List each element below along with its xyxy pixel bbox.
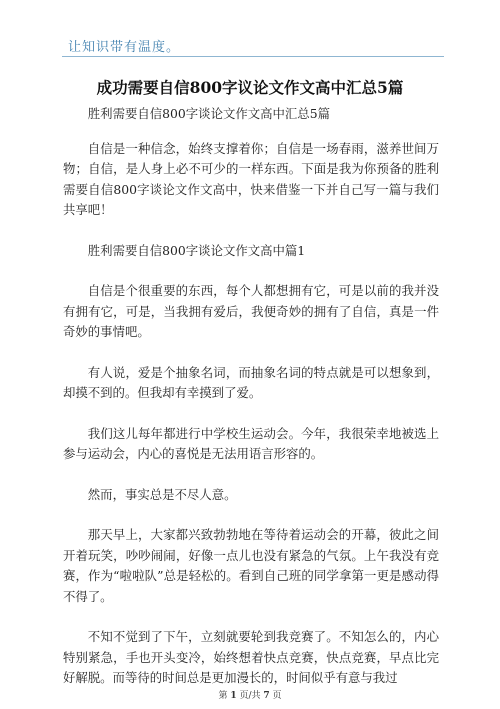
header-slogan: 让知识带有温度。 [68, 40, 181, 55]
page-footer [0, 688, 500, 701]
footer-middle: 页/共 [239, 691, 261, 701]
header-divider [62, 56, 444, 57]
page-total: 7 [263, 691, 270, 701]
document-body [63, 104, 439, 709]
body-paragraph-3: 我们这儿每年都进行中学校生运动会。今年，我很荣幸地被选上参与运动会，内心的喜悦是无法用语言形容的。 [63, 425, 439, 461]
footer-prefix: 第 [218, 691, 228, 701]
section-heading: 胜利需要自信800字谈论文作文高中篇1 [87, 242, 306, 258]
page-header [62, 32, 444, 56]
intro-paragraph: 自信是一种信念，始终支撑着你；自信是一场春雨，滋养世间万物；自信，是人身上必不可少的一样东西。下面是我为你预备的胜利需要自信800字谈论文作文高中，快来借鉴一下并自己写一篇与我们共享吧！ [63, 140, 439, 217]
page-number: 1 [230, 691, 237, 701]
document-subtitle: 胜利需要自信800字谈论文作文高中汇总5篇 [87, 106, 330, 121]
footer-suffix: 页 [272, 691, 282, 701]
body-paragraph-1: 自信是个很重要的东西，每个人都想拥有它，可是以前的我并没有拥有它，可是，当我拥有爱后，我便奇妙的拥有了自信，真是一件奇妙的事情吧。 [63, 283, 439, 339]
body-paragraph-2: 有人说，爱是个抽象名词，而抽象名词的特点就是可以想象到，却摸不到的。但我却有幸摸到了爱。 [63, 364, 439, 400]
body-paragraph-4: 然而，事实总是不尽人意。 [87, 486, 237, 502]
document-title: 成功需要自信800字议论文作文高中汇总5篇 [96, 78, 404, 97]
body-paragraph-6: 不知不觉到了下午，立刻就要轮到我竞赛了。不知怎么的，内心特别紧急，手也开头变冷，始终想着快点竞赛，快点竞赛，早点比完好解脱。而等待的时间总是更加漫长的，时间似乎有意与我过 [63, 629, 439, 685]
body-paragraph-5: 那天早上，大家都兴致勃勃地在等待着运动会的开幕，彼此之间开着玩笑，吵吵闹闹，好像一点儿也没有紧急的气氛。上午我没有竞赛，作为“啦啦队”总是轻松的。看到自己班的同学拿第一更是感动得不得了。 [63, 527, 439, 604]
